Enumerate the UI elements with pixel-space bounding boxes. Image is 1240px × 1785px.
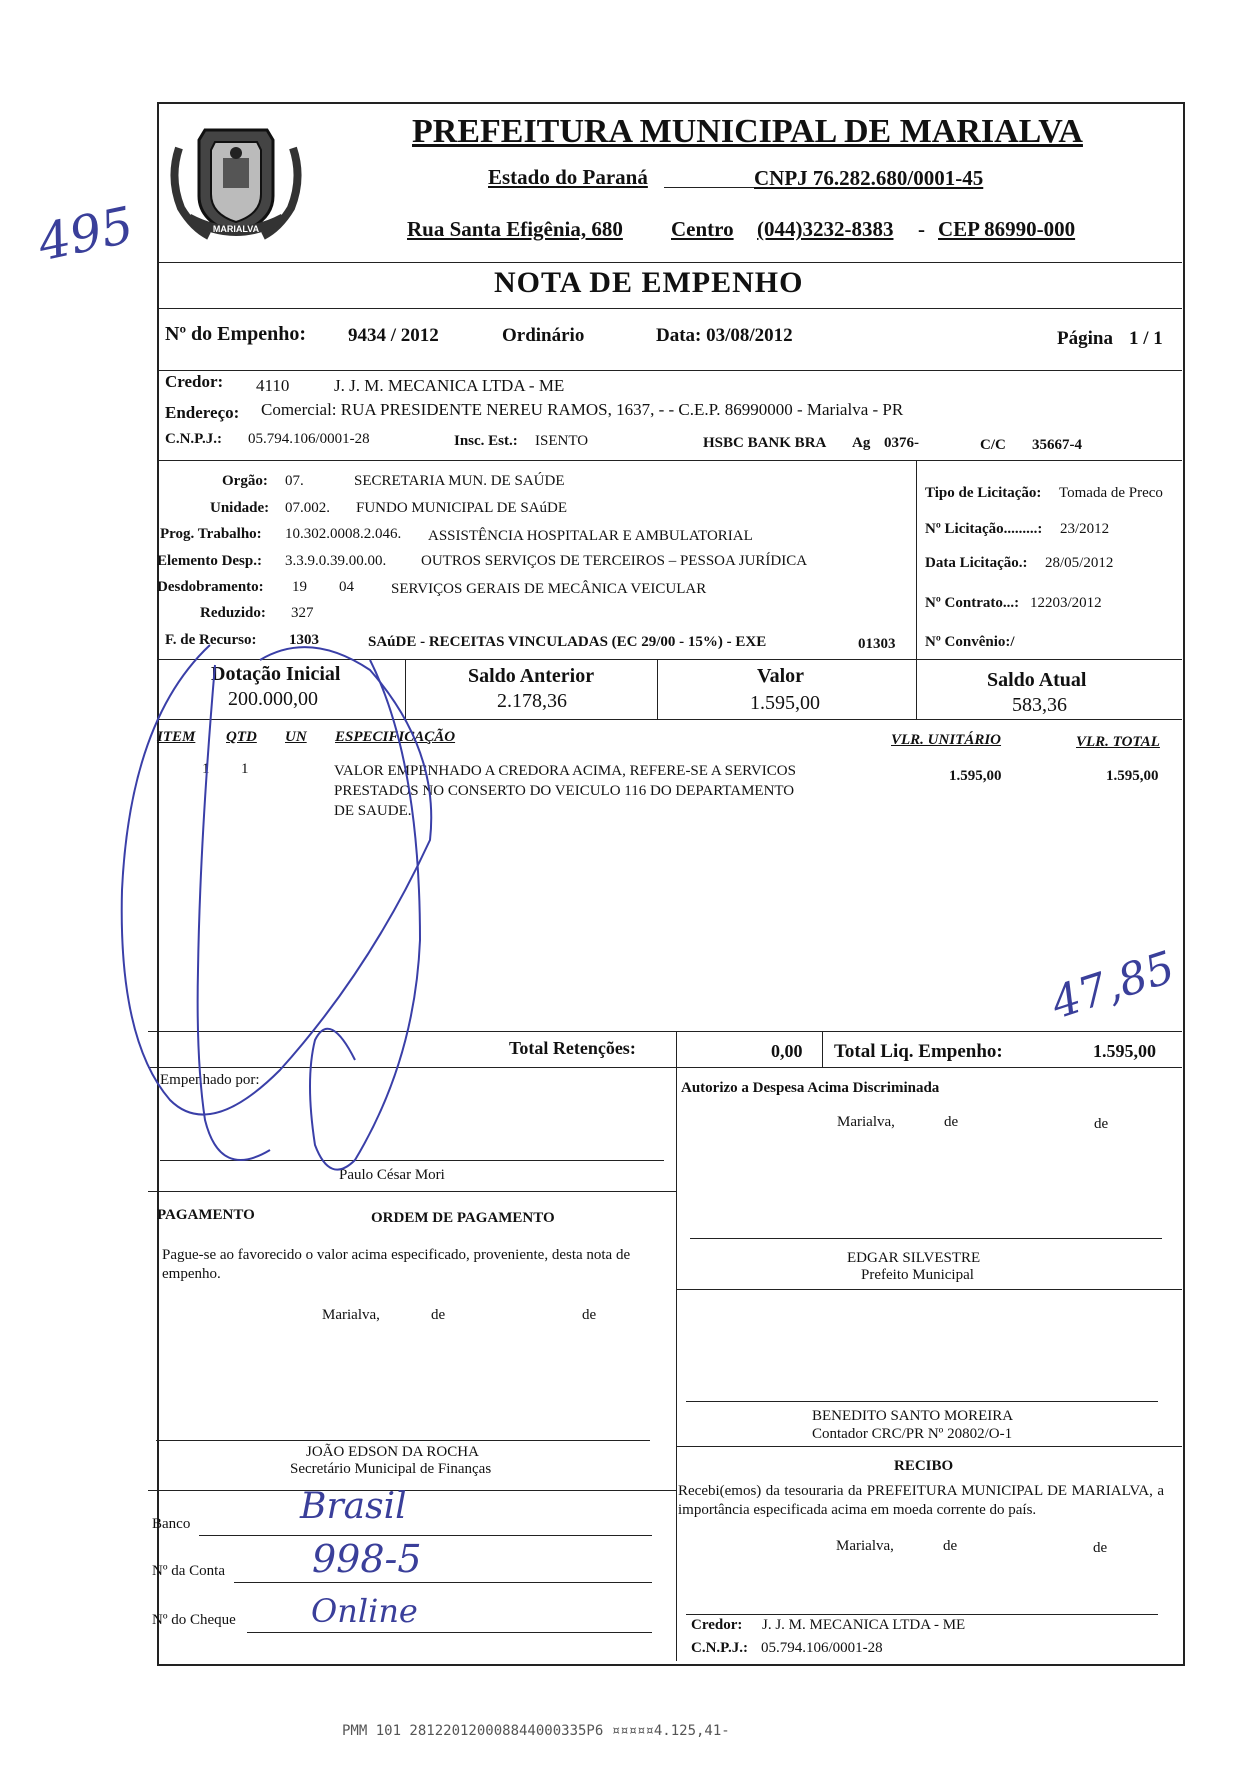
contador-name: BENEDITO SANTO MOREIRA bbox=[812, 1408, 1014, 1424]
municipal-crest-icon bbox=[165, 118, 307, 248]
recibo-text: Recebi(emos) da tesouraria da PREFEITURA MUNICIPAL DE MARIALVA, a importância especificada acima em moeda corrente do país. bbox=[678, 1483, 1164, 1518]
col-header-qtd: QTD bbox=[226, 729, 257, 745]
address-label: Endereço: bbox=[165, 403, 240, 422]
doc-title: NOTA DE EMPENHO bbox=[494, 266, 804, 299]
header-cnpj: CNPJ 76.282.680/0001-45 bbox=[754, 166, 984, 190]
retencoes-label: Total Retenções: bbox=[509, 1038, 636, 1058]
desd-name: SERVIÇOS GERAIS DE MECÂNICA VEICULAR bbox=[391, 581, 707, 597]
margin-note: 495 bbox=[33, 195, 139, 273]
saldo-atual-label: Saldo Atual bbox=[987, 669, 1087, 691]
header-district: Centro bbox=[671, 217, 734, 241]
conta-label: Nº da Conta bbox=[152, 1563, 225, 1579]
signature-line bbox=[686, 1401, 1158, 1402]
empenho-label: Nº do Empenho: bbox=[165, 323, 307, 345]
recibo-label: RECIBO bbox=[894, 1458, 954, 1474]
prog-name: ASSISTÊNCIA HOSPITALAR E AMBULATORIAL bbox=[428, 528, 753, 544]
autorizo-de1: de bbox=[944, 1114, 959, 1130]
valor-value: 1.595,00 bbox=[750, 692, 820, 714]
divider bbox=[148, 1191, 676, 1192]
contrato-label: Nº Contrato...: bbox=[925, 595, 1020, 611]
liq-label: Total Liq. Empenho: bbox=[834, 1041, 1003, 1062]
header-street: Rua Santa Efigênia, 680 bbox=[407, 217, 623, 241]
empenho-type: Ordinário bbox=[502, 325, 585, 346]
prog-label: Prog. Trabalho: bbox=[160, 526, 262, 542]
ag-value: 0376- bbox=[884, 435, 919, 451]
header-phone: (044)3232-8383 bbox=[757, 217, 894, 241]
autorizo-city: Marialva, bbox=[837, 1114, 895, 1130]
divider bbox=[676, 1446, 1182, 1447]
elem-name: OUTROS SERVIÇOS DE TERCEIROS – PESSOA JURÍDICA bbox=[421, 553, 808, 569]
divider bbox=[676, 1289, 1182, 1290]
col-header-item: ITEM bbox=[157, 729, 196, 745]
data-licitacao: 28/05/2012 bbox=[1045, 555, 1114, 571]
col-header-unit: VLR. UNITÁRIO bbox=[891, 732, 1002, 748]
banco-field-line bbox=[199, 1535, 652, 1536]
tipo-licitacao: Tomada de Preco bbox=[1059, 485, 1163, 501]
header-underline bbox=[664, 187, 754, 188]
divider bbox=[157, 370, 1182, 371]
page-value: 1 / 1 bbox=[1129, 328, 1163, 349]
valor-label: Valor bbox=[757, 665, 805, 687]
header-state: Estado do Paraná bbox=[488, 165, 648, 189]
num-licitacao: 23/2012 bbox=[1060, 521, 1110, 537]
header-cep: CEP 86990-000 bbox=[938, 217, 1076, 241]
conta-field-line bbox=[234, 1582, 652, 1583]
col-header-un: UN bbox=[285, 729, 307, 745]
banco-value: Brasil bbox=[300, 1486, 407, 1527]
elem-label: Elemento Desp.: bbox=[157, 553, 262, 569]
saldo-anterior-label: Saldo Anterior bbox=[468, 665, 595, 687]
orgao-label: Orgão: bbox=[222, 473, 268, 489]
recibo-de2: de bbox=[1093, 1540, 1108, 1556]
recurso-label: F. de Recurso: bbox=[165, 632, 257, 648]
divider bbox=[157, 262, 1182, 263]
item-spec-line: VALOR EMPENHADO A CREDORA ACIMA, REFERE-SE A SERVICOS bbox=[334, 763, 796, 779]
credor-address: Comercial: RUA PRESIDENTE NEREU RAMOS, 1637, - - C.E.P. 86990000 - Marialva - PR bbox=[261, 400, 904, 419]
divider bbox=[916, 460, 917, 660]
pagamento-de1: de bbox=[431, 1307, 446, 1323]
data-licitacao-label: Data Licitação.: bbox=[925, 555, 1028, 571]
svg-text:MARIALVA: MARIALVA bbox=[212, 224, 260, 234]
recibo-credor-label: Credor: bbox=[691, 1617, 743, 1633]
convenio-label: Nº Convênio:/ bbox=[925, 634, 1015, 650]
signature-line bbox=[156, 1440, 650, 1441]
num-licitacao-label: Nº Licitação.........: bbox=[925, 521, 1043, 537]
unidade-code: 07.002. bbox=[285, 500, 330, 516]
cc-value: 35667-4 bbox=[1032, 437, 1082, 453]
retencoes-value: 0,00 bbox=[771, 1041, 803, 1061]
divider bbox=[157, 460, 1182, 461]
empenhado-name: Paulo César Mori bbox=[339, 1167, 445, 1183]
secretario-role: Secretário Municipal de Finanças bbox=[290, 1461, 492, 1477]
col-header-spec: ESPECIFICAÇÃO bbox=[335, 729, 456, 745]
item-number: 1 bbox=[202, 761, 210, 777]
desd-b: 04 bbox=[339, 579, 354, 595]
header-title: PREFEITURA MUNICIPAL DE MARIALVA bbox=[412, 113, 1083, 150]
credor-label: Credor: bbox=[165, 372, 224, 391]
recurso-number: 01303 bbox=[858, 636, 896, 652]
cheque-field-line bbox=[247, 1632, 652, 1633]
contador-role: Contador CRC/PR Nº 20802/O-1 bbox=[812, 1426, 1013, 1442]
prefeito-role: Prefeito Municipal bbox=[861, 1267, 974, 1283]
pagamento-label: PAGAMENTO bbox=[157, 1207, 255, 1223]
conta-value: 998-5 bbox=[312, 1537, 422, 1581]
item-spec-line: PRESTADOS NO CONSERTO DO VEICULO 116 DO DEPARTAMENTO bbox=[334, 783, 795, 799]
liq-value: 1.595,00 bbox=[1093, 1041, 1156, 1061]
divider bbox=[657, 659, 658, 719]
credor-code: 4110 bbox=[256, 376, 290, 395]
item-unit-price: 1.595,00 bbox=[949, 768, 1002, 784]
divider bbox=[148, 1490, 676, 1491]
credor-cnpj: 05.794.106/0001-28 bbox=[248, 431, 370, 447]
item-spec-line: DE SAUDE. bbox=[334, 803, 412, 819]
autorizo-label: Autorizo a Despesa Acima Discriminada bbox=[681, 1080, 940, 1096]
reduzido-label: Reduzido: bbox=[200, 605, 266, 621]
orgao-code: 07. bbox=[285, 473, 304, 489]
recibo-cnpj-label: C.N.P.J.: bbox=[691, 1640, 748, 1656]
item-total-price: 1.595,00 bbox=[1106, 768, 1159, 784]
cnpj-label: C.N.P.J.: bbox=[165, 431, 222, 447]
header-dash: - bbox=[918, 217, 925, 241]
ag-label: Ag bbox=[852, 435, 871, 451]
signature-line bbox=[690, 1238, 1162, 1239]
pagamento-city: Marialva, bbox=[322, 1307, 380, 1323]
recibo-city: Marialva, bbox=[836, 1538, 894, 1554]
empenhado-label: Empenhado por: bbox=[160, 1072, 260, 1088]
secretario-name: JOÃO EDSON DA ROCHA bbox=[306, 1444, 479, 1460]
page-label: Página bbox=[1057, 328, 1113, 349]
reduzido-value: 327 bbox=[291, 605, 314, 621]
unidade-label: Unidade: bbox=[210, 500, 270, 516]
divider bbox=[676, 1031, 677, 1661]
prefeito-name: EDGAR SILVESTRE bbox=[847, 1250, 981, 1266]
handwritten-amount: 47,85 bbox=[1045, 941, 1181, 1030]
elem-code: 3.3.9.0.39.00.00. bbox=[285, 553, 387, 569]
dotacao-label: Dotação Inicial bbox=[211, 663, 341, 685]
pen-oval-annotation bbox=[110, 640, 450, 1180]
desd-a: 19 bbox=[292, 579, 307, 595]
saldo-anterior-value: 2.178,36 bbox=[497, 690, 567, 712]
cheque-value: Online bbox=[311, 1592, 418, 1630]
signature-line bbox=[686, 1614, 1158, 1615]
empenho-number: 9434 / 2012 bbox=[348, 325, 439, 346]
divider bbox=[157, 308, 1182, 309]
item-qty: 1 bbox=[241, 761, 249, 777]
contrato-value: 12203/2012 bbox=[1030, 595, 1102, 611]
cheque-label: Nº do Cheque bbox=[152, 1612, 236, 1628]
pagamento-text: Pague-se ao favorecido o valor acima especificado, proveniente, desta nota de empenho. bbox=[162, 1247, 631, 1282]
empenho-date: Data: 03/08/2012 bbox=[656, 325, 793, 346]
banco-label: Banco bbox=[152, 1516, 191, 1532]
bank-name: HSBC BANK BRA bbox=[703, 435, 827, 451]
dotacao-value: 200.000,00 bbox=[228, 688, 318, 710]
unidade-name: FUNDO MUNICIPAL DE SAúDE bbox=[356, 500, 567, 516]
recibo-de1: de bbox=[943, 1538, 958, 1554]
saldo-atual-value: 583,36 bbox=[1012, 694, 1067, 716]
orgao-name: SECRETARIA MUN. DE SAÚDE bbox=[354, 473, 565, 489]
tipo-licitacao-label: Tipo de Licitação: bbox=[925, 485, 1042, 501]
footer-code: PMM 101 281220120008844000335P6 ¤¤¤¤¤4.125,41- bbox=[342, 1723, 730, 1739]
cc-label: C/C bbox=[980, 437, 1006, 453]
recibo-cnpj: 05.794.106/0001-28 bbox=[761, 1640, 883, 1656]
ordem-label: ORDEM DE PAGAMENTO bbox=[371, 1210, 555, 1226]
prog-code: 10.302.0008.2.046. bbox=[285, 526, 402, 542]
divider bbox=[916, 659, 917, 719]
divider bbox=[822, 1031, 823, 1067]
recurso-code: 1303 bbox=[289, 632, 319, 648]
desd-label: Desdobramento: bbox=[157, 579, 264, 595]
recibo-credor: J. J. M. MECANICA LTDA - ME bbox=[762, 1617, 966, 1633]
insc-label: Insc. Est.: bbox=[454, 433, 518, 449]
pagamento-de2: de bbox=[582, 1307, 597, 1323]
autorizo-de2: de bbox=[1094, 1116, 1109, 1132]
recurso-name: SAúDE - RECEITAS VINCULADAS (EC 29/00 - 15%) - EXE bbox=[368, 634, 767, 650]
insc-value: ISENTO bbox=[535, 433, 589, 449]
col-header-total: VLR. TOTAL bbox=[1076, 734, 1160, 750]
credor-name: J. J. M. MECANICA LTDA - ME bbox=[334, 376, 565, 395]
